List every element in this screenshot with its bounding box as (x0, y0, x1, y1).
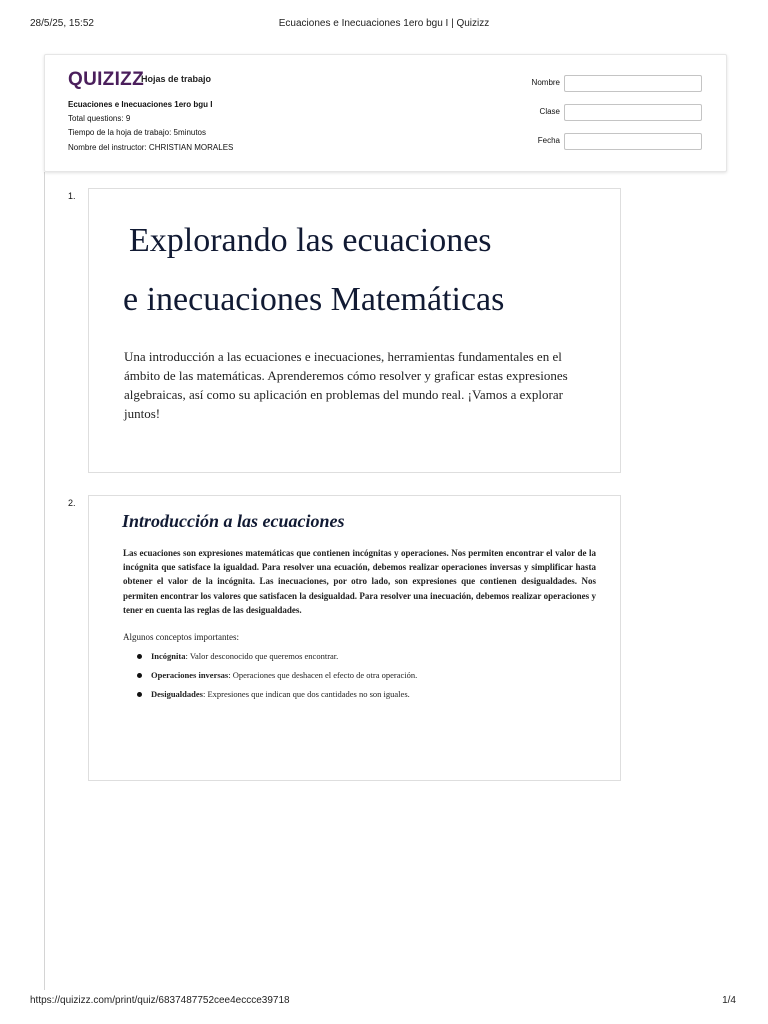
list-item (123, 685, 417, 704)
print-page-title: Ecuaciones e Inecuaciones 1ero bgu I | Quizizz (278, 18, 490, 29)
section-body-text: Las ecuaciones son expresiones matemáticas que contienen incógnitas y operaciones. Nos permiten encontrar el valor de la incógnita que satisface la igualdad. Para resolver una ecuación, debemos realizar operaciones inversas y simplificar hasta obtener el valor de la incógnita. Las inecuaciones, por otro lado, son expresiones que contienen desigualdades. Nos permiten encontrar los valores que satisfacen la desigualdad. Para resolver una inecuación, debemos realizar operaciones y tener en cuenta las reglas de las desigualdades. (123, 548, 596, 615)
section-title: Introducción a las ecuaciones (122, 511, 345, 531)
slide-intro-text: Una introducción a las ecuaciones e inecuaciones, herramientas fundamentales en el ámbito de las matemáticas. Aprenderemos cómo resolver y graficar estas expresiones algebraicas, así como su aplicación en problemas del mundo real. ¡Vamos a explorar juntos! (124, 349, 568, 421)
worksheet-header (44, 54, 727, 172)
worksheet-name: Ecuaciones e Inecuaciones 1ero bgu I (68, 100, 213, 109)
page-frame-line (44, 172, 45, 990)
worksheet-time: Tiempo de la hoja de trabajo: 5minutos (68, 128, 207, 137)
page-number: 1/4 (722, 995, 736, 1006)
name-field-label: Nombre (531, 78, 560, 87)
question-number: 2. (68, 498, 76, 508)
concepts-intro: Algunos conceptos importantes: (123, 632, 239, 642)
concept-definition: : Valor desconocido que queremos encontrar. (185, 651, 339, 661)
slide-title-line1: Explorando las ecuaciones (129, 222, 492, 259)
slide-title-line2: e inecuaciones Matemáticas (123, 281, 505, 318)
concept-term: Incógnita (151, 651, 186, 661)
question-card (88, 188, 621, 473)
bullet-dot (137, 654, 142, 659)
print-datetime: 28/5/25, 15:52 (30, 18, 94, 29)
quizizz-logo: QUIZIZZ (68, 69, 144, 90)
concepts-list (123, 647, 417, 704)
instructor-name: Nombre del instructor: CHRISTIAN MORALES (68, 143, 234, 152)
class-field-label: Clase (539, 107, 560, 116)
total-questions: Total questions: 9 (68, 114, 131, 123)
concept-term: Desigualdades (151, 689, 203, 699)
list-item (123, 647, 417, 666)
question-card (88, 495, 621, 781)
bullet-dot (137, 692, 142, 697)
concept-term: Operaciones inversas (151, 670, 229, 680)
worksheet-type-label: Hojas de trabajo (141, 74, 212, 84)
name-field[interactable] (564, 75, 702, 92)
date-field[interactable] (564, 133, 702, 150)
print-url: https://quizizz.com/print/quiz/6837487752cee4eccce39718 (30, 995, 290, 1006)
list-item (123, 666, 417, 685)
concept-definition: : Expresiones que indican que dos cantidades no son iguales. (202, 689, 410, 699)
date-field-label: Fecha (537, 136, 560, 145)
bullet-dot (137, 673, 142, 678)
class-field[interactable] (564, 104, 702, 121)
question-number: 1. (68, 191, 76, 201)
concept-definition: : Operaciones que deshacen el efecto de otra operación. (228, 670, 418, 680)
